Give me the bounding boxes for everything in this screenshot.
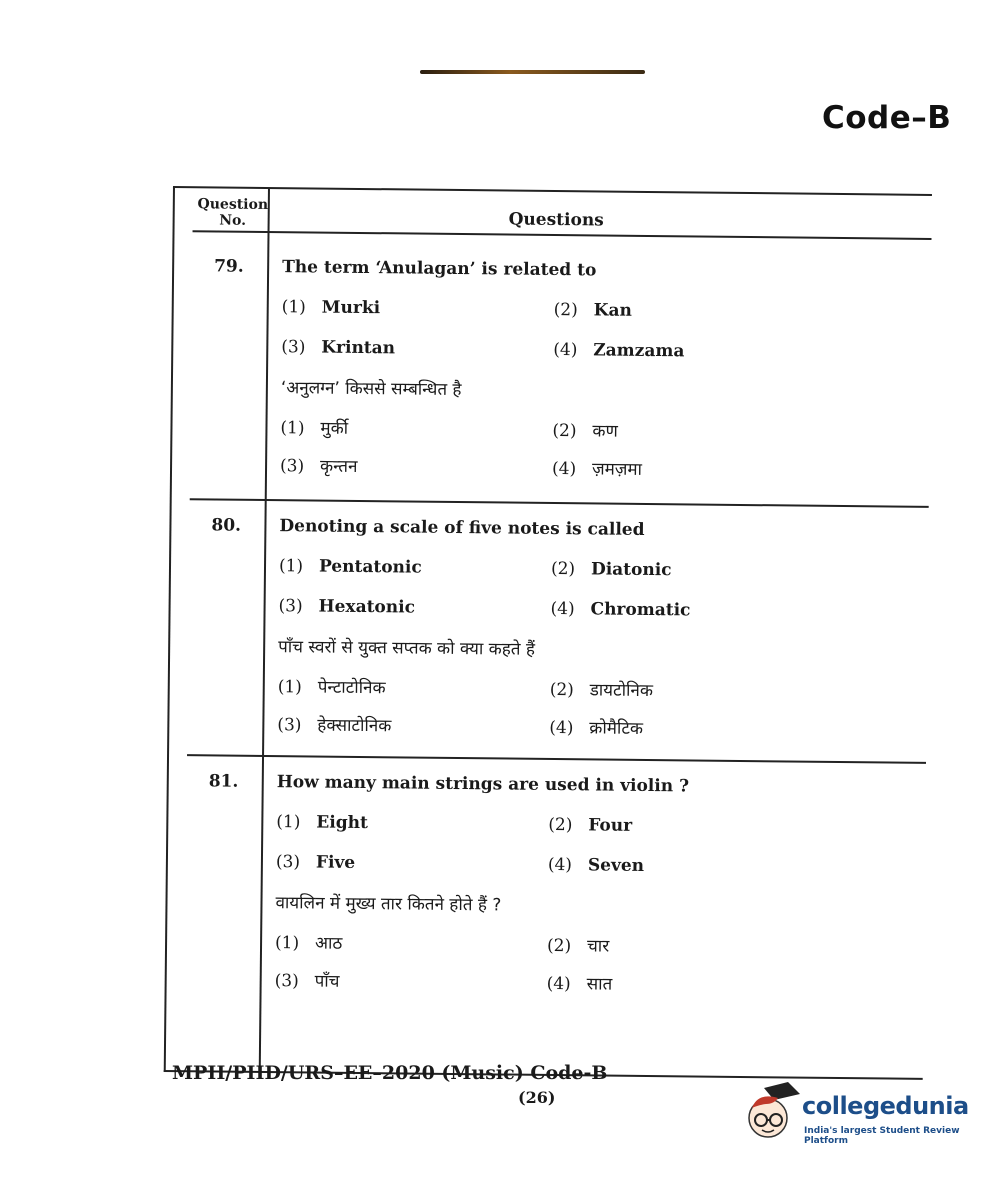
option-2-hi [550, 677, 653, 701]
question-block-80 [172, 515, 929, 739]
scan-smudge [420, 70, 645, 74]
question-number: 80. [211, 515, 242, 536]
option-number: (4) [546, 973, 571, 995]
option-number: (1) [281, 297, 306, 318]
option-number: (2) [552, 420, 577, 442]
option-1-hi [278, 674, 386, 698]
question-table [164, 186, 932, 1080]
option-text: Diatonic [590, 559, 672, 581]
question-text-hi: वायलिन में मुख्य तार कितने होते हैं ? [275, 893, 502, 916]
option-number: (2) [550, 558, 576, 580]
option-number: (3) [274, 971, 299, 992]
option-number: (3) [279, 456, 305, 477]
option-text: Krintan [321, 337, 396, 359]
option-3-hi [275, 968, 340, 992]
option-text: Kan [593, 300, 632, 321]
collegedunia-logo [744, 1078, 970, 1148]
option-1-en [279, 556, 422, 577]
row-divider [187, 754, 926, 764]
row-divider [190, 498, 929, 508]
option-4-hi [549, 715, 643, 739]
option-text: पाँच [314, 971, 340, 992]
option-4-en [550, 599, 690, 620]
option-2-hi [552, 418, 618, 442]
option-text: सात [586, 974, 613, 995]
option-3-hi [280, 453, 358, 477]
option-number: (2) [548, 814, 573, 836]
option-text: ज़मज़मा [591, 459, 643, 480]
option-1-en [282, 297, 381, 318]
option-text: Chromatic [590, 599, 691, 621]
option-number: (3) [275, 852, 301, 873]
option-text: क्रोमैटिक [589, 718, 644, 739]
question-text-hi: पाँच स्वरों से युक्त सप्तक को क्या कहते हैं [278, 637, 536, 660]
option-text: कण [592, 421, 618, 442]
question-block-79 [174, 256, 931, 480]
option-text: पेन्टाटोनिक [317, 677, 386, 699]
option-text: Seven [587, 855, 645, 876]
option-number: (1) [278, 556, 304, 577]
option-text: Hexatonic [318, 596, 416, 618]
question-text-en: The term ‘Anulagan’ is related to [282, 257, 597, 281]
option-text: Eight [316, 812, 368, 834]
option-number: (1) [280, 418, 305, 439]
option-4-hi [547, 971, 613, 995]
question-block-81 [169, 771, 926, 995]
exam-footer: MPH/PHD/URS–EE–2020 (Music) Code-B [172, 1062, 608, 1084]
question-text-hi: ‘अनुलग्न’ किससे सम्बन्धित है [280, 378, 462, 401]
paper-code: Code–B [822, 100, 952, 136]
option-3-en [276, 852, 355, 873]
option-1-hi [275, 930, 343, 954]
option-number: (4) [553, 339, 578, 361]
option-text: आठ [314, 933, 343, 954]
option-4-en [553, 340, 684, 361]
option-number: (4) [551, 458, 577, 480]
option-number: (1) [277, 677, 302, 698]
option-number: (4) [547, 854, 573, 876]
option-text: Five [315, 852, 356, 873]
option-4-hi [552, 456, 642, 480]
option-2-hi [547, 933, 609, 957]
page-number: (26) [518, 1088, 556, 1107]
option-number: (1) [276, 812, 301, 833]
option-1-hi [280, 415, 348, 439]
option-number: (3) [277, 715, 302, 736]
option-4-en [548, 855, 644, 876]
option-text: Murki [321, 297, 381, 319]
option-number: (4) [550, 598, 575, 620]
header-divider [193, 230, 932, 240]
option-text: Pentatonic [318, 556, 422, 578]
option-2-en [551, 559, 672, 580]
option-text: डायटोनिक [589, 680, 654, 702]
logo-wordmark: collegedunia [802, 1092, 969, 1120]
option-text: Zamzama [593, 340, 685, 362]
question-text-en: Denoting a scale of five notes is called [279, 516, 645, 540]
option-number: (3) [281, 337, 306, 358]
column-header-question-no: Question No. [197, 196, 269, 229]
question-text-en: How many main strings are used in violin ? [276, 772, 690, 797]
column-divider [259, 189, 270, 1071]
option-text: मुर्की [320, 418, 349, 439]
mascot-icon [744, 1078, 802, 1148]
column-header-questions: Questions [508, 209, 604, 231]
option-3-en [279, 596, 416, 617]
option-text: चार [586, 936, 610, 957]
option-text: हेक्साटोनिक [317, 715, 392, 737]
option-number: (4) [549, 717, 574, 739]
option-1-en [276, 812, 368, 833]
option-number: (3) [278, 596, 303, 617]
option-3-hi [277, 712, 391, 736]
option-text: Four [588, 815, 633, 836]
option-number: (2) [549, 679, 574, 701]
option-3-en [281, 337, 395, 358]
logo-tagline: India's largest Student Review Platform [804, 1126, 960, 1146]
option-text: कृन्तन [319, 456, 358, 477]
option-2-en [548, 815, 632, 836]
option-number: (2) [553, 299, 578, 321]
option-number: (2) [546, 935, 572, 957]
option-number: (1) [274, 933, 300, 954]
question-number: 81. [208, 771, 239, 792]
option-2-en [554, 300, 632, 321]
question-number: 79. [214, 256, 244, 277]
